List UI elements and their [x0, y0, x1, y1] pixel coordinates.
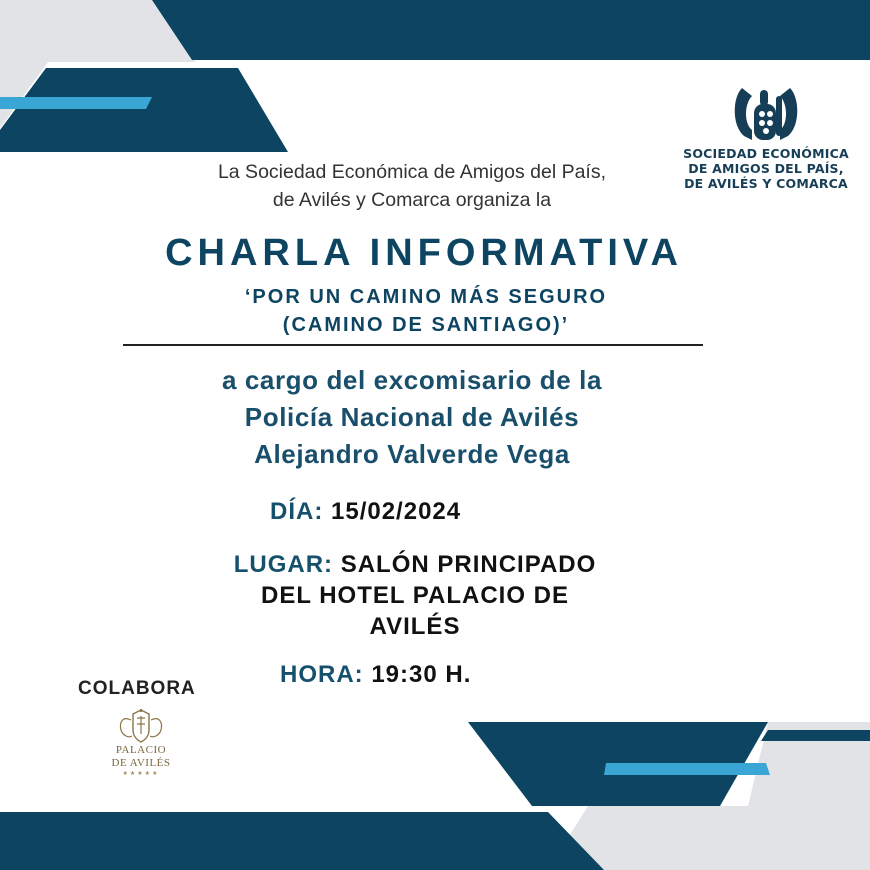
event-title: CHARLA INFORMATIVA [165, 232, 683, 274]
intro-line-2: de Avilés y Comarca organiza la [272, 189, 552, 211]
navy-band-top [152, 0, 870, 60]
logo-line-1: SOCIEDAD ECONÓMICA [683, 146, 849, 161]
date-label: DÍA: [270, 498, 324, 525]
speaker-line-2: Policía Nacional de Avilés [244, 402, 580, 432]
sociedad-economica-emblem-icon [730, 82, 802, 146]
subtitle-line-1: ‘POR UN CAMINO MÁS SEGURO [244, 286, 608, 308]
date-detail [270, 498, 461, 526]
time-detail [280, 661, 471, 689]
partner-logo [100, 708, 182, 777]
navy-band-bottom [0, 812, 604, 870]
place-label: LUGAR: [233, 551, 334, 578]
palacio-crest-icon [115, 708, 167, 744]
speaker-line-3: Alejandro Valverde Vega [254, 439, 570, 469]
logo-line-3: DE AVILÉS Y COMARCA [684, 176, 848, 191]
speaker-line-1: a cargo del excomisario de la [221, 365, 603, 395]
partner-stars: ★★★★★ [122, 771, 160, 777]
place-value-3: AVILÉS [369, 613, 461, 640]
divider [123, 344, 703, 346]
colabora-label: COLABORA [78, 678, 196, 699]
logo-line-2: DE AMIGOS DEL PAÍS, [688, 161, 844, 176]
time-label: HORA: [280, 661, 364, 688]
speaker-info [0, 362, 824, 473]
partner-name-line-2: DE AVILÉS [111, 757, 171, 769]
date-value: 15/02/2024 [331, 498, 462, 525]
navy-bar-bottom-right [761, 730, 870, 741]
partner-name-line-1: PALACIO [115, 744, 167, 756]
place-line-1 [190, 549, 640, 580]
event-subtitle [0, 283, 852, 339]
intro-line-1: La Sociedad Económica de Amigos del País, [217, 161, 607, 183]
light-blue-bar-bottom-right [604, 763, 770, 775]
light-blue-bar-left [0, 97, 152, 109]
place-value-1: SALÓN PRINCIPADO [340, 551, 597, 578]
place-value-2: DEL HOTEL PALACIO DE [260, 582, 570, 609]
navy-shape-left [0, 68, 288, 152]
intro-text [0, 158, 824, 214]
time-value: 19:30 H. [371, 661, 472, 688]
place-detail [190, 549, 640, 642]
subtitle-line-2: (CAMINO DE SANTIAGO)’ [282, 314, 570, 336]
